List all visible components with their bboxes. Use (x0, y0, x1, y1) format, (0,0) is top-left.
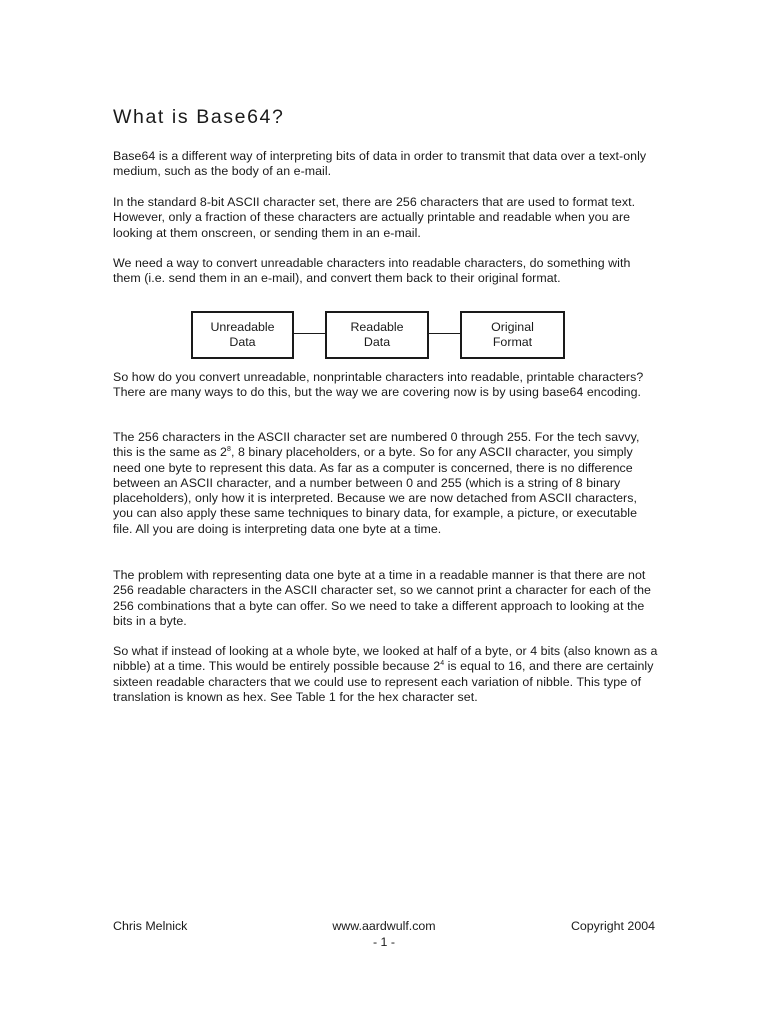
diagram-box-original-format (460, 311, 565, 359)
diagram-box-label: Data (229, 335, 256, 349)
footer-copyright: Copyright 2004 (570, 919, 655, 933)
footer-page-number: - 1 - (372, 935, 396, 949)
paragraph-text: is equal to 16, and there are certainly sixteen readable characters that we could use to represent each variation of nibble. This type of translation is known as hex. See Table 1 for the hex character set. (113, 659, 654, 704)
diagram-box-label: Original (491, 320, 534, 334)
diagram-box-readable-data (325, 311, 429, 359)
superscript: 8 (227, 446, 231, 454)
paragraph-how-convert: So how do you convert unreadable, nonprintable characters into readable, printable characters? There are many ways to do this, but the way we are covering now is by using base64 encoding. (113, 370, 644, 400)
paragraph-intro: Base64 is a different way of interpreting bits of data in order to transmit that data over a text-only medium, such as the body of an e-mail. (113, 149, 647, 179)
footer-author: Chris Melnick (113, 919, 188, 933)
paragraph-nibble (113, 644, 658, 705)
diagram-box-label: Readable (350, 320, 404, 334)
paragraph-text: The 256 characters in the ASCII character set are numbered 0 through 255. For the tech savvy, this is the same as 2 (113, 430, 640, 460)
paragraph-text: So what if instead of looking at a whole byte, we looked at half of a byte, or 4 bits (also known as a nibble) at a time. This would be entirely possible because 2 (113, 644, 658, 674)
page-title: What is Base64? (113, 106, 285, 128)
conversion-diagram (191, 311, 566, 359)
paragraph-ascii-numbering (113, 430, 658, 537)
diagram-box-unreadable-data (191, 311, 294, 359)
document-page (113, 0, 658, 1024)
paragraph-problem: The problem with representing data one byte at a time in a readable manner is that there are not 256 readable characters in the ASCII character set, so we cannot print a character for each of the 256 combinations that a byte can offer. So we need to take a different approach to looking at the bits in a byte. (113, 568, 651, 628)
footer-website: www.aardwulf.com (332, 919, 436, 933)
diagram-box-label: Data (363, 335, 391, 349)
diagram-box-label: Format (492, 335, 533, 349)
paragraph-text: , 8 binary placeholders, or a byte. So for any ASCII character, you simply need one byte to represent this data. As far as a computer is concerned, there is no difference between an ASCII character, and a number between 0 and 255 (which is a string of 8 binary placeholders), only how it is interpreted. Because we are now detached from ASCII characters, you can also apply these same techniques to binary data, for example, a picture, or executable file. All you are doing is interpreting data one byte at a time. (113, 445, 638, 536)
paragraph-ascii-set: In the standard 8-bit ASCII character set, there are 256 characters that are used to format text. However, only a fraction of these characters are actually printable and readable when you are looking at them onscreen, or sending them in an e-mail. (113, 195, 636, 240)
diagram-box-label: Unreadable (210, 320, 275, 334)
paragraph-need: We need a way to convert unreadable characters into readable characters, do something with them (i.e. send them in an e-mail), and convert them back to their original format. (113, 256, 631, 286)
diagram-connector-1 (292, 333, 326, 334)
diagram-connector-2 (428, 333, 461, 334)
superscript: 4 (440, 660, 445, 668)
